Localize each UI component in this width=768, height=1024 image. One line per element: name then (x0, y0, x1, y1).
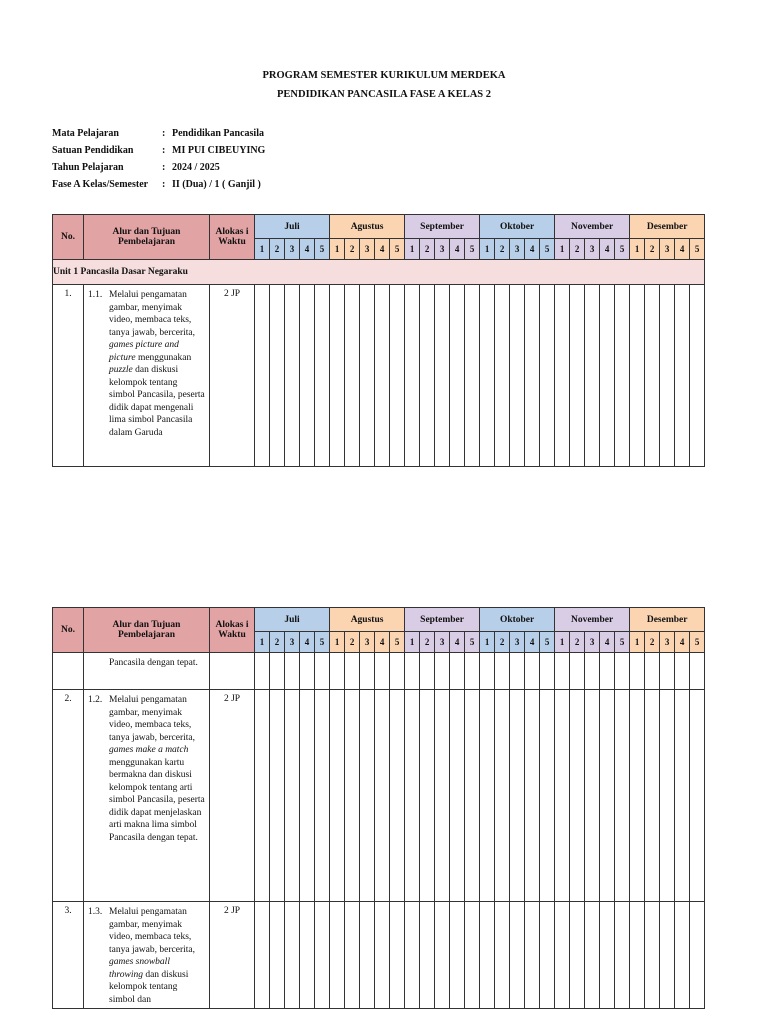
objective-cell (84, 690, 210, 902)
objective-code: 1.2. (88, 695, 103, 705)
page-title-line-2: PENDIDIKAN PANCASILA FASE A KELAS 2 (276, 89, 492, 100)
week-number: 3 (585, 239, 600, 260)
month-header-desember: Desember (630, 608, 705, 632)
row-number: 3. (53, 902, 84, 1009)
week-number: 3 (435, 239, 450, 260)
week-number: 1 (405, 632, 420, 653)
row-number: 2. (53, 690, 84, 902)
schedule-table-1 (52, 214, 705, 467)
week-number: 5 (615, 239, 630, 260)
header-alur: Alur dan Tujuan Pembelajaran (84, 215, 210, 260)
week-number: 1 (555, 239, 570, 260)
meta-row-school (52, 142, 265, 159)
objective-text-part: Melalui pengamatan gambar, menyimak video, membaca teks, tanya jawab, bercerita, (109, 907, 195, 955)
schedule-table-2 (52, 607, 705, 1009)
month-header-juli: Juli (255, 608, 330, 632)
objective-text (109, 694, 205, 844)
week-number: 4 (525, 632, 540, 653)
objective-text-italic: games picture and picture (109, 340, 179, 363)
objective-text (109, 289, 205, 439)
week-number: 1 (555, 632, 570, 653)
week-number: 5 (315, 632, 330, 653)
month-header-agustus: Agustus (330, 608, 405, 632)
week-number: 1 (630, 239, 645, 260)
week-number: 2 (420, 632, 435, 653)
week-number: 4 (600, 239, 615, 260)
week-number: 4 (375, 632, 390, 653)
week-number: 3 (285, 239, 300, 260)
meta-row-phase (52, 176, 265, 193)
week-number: 4 (375, 239, 390, 260)
week-number: 1 (480, 239, 495, 260)
meta-label: Satuan Pendidikan (52, 145, 134, 156)
week-number: 2 (495, 239, 510, 260)
week-number: 1 (255, 239, 270, 260)
meta-value: Pendidikan Pancasila (172, 128, 264, 139)
meta-separator: : (162, 128, 166, 139)
week-number: 4 (675, 632, 690, 653)
week-number: 5 (540, 239, 555, 260)
week-number: 3 (510, 239, 525, 260)
week-number: 3 (660, 632, 675, 653)
meta-value: II (Dua) / 1 ( Ganjil ) (172, 179, 261, 190)
objective-text-part: dan diskusi kelompok tentang simbol Pancasila, peserta didik dapat mengenali lima simbol Pancasila dalam Garuda (109, 365, 205, 438)
week-number: 4 (525, 239, 540, 260)
table-row-continued (53, 653, 705, 690)
table-row (53, 285, 705, 467)
meta-value: MI PUI CIBEUYING (172, 145, 266, 156)
week-number: 1 (405, 239, 420, 260)
meta-separator: : (162, 145, 166, 156)
objective-code: 1.3. (88, 907, 103, 917)
objective-text-part: menggunakan (135, 352, 192, 363)
header-no: No. (53, 608, 84, 653)
week-number: 5 (390, 239, 405, 260)
objective-text-italic: puzzle (109, 365, 133, 375)
objective-text-part: Melalui pengamatan gambar, menyimak video, membaca teks, tanya jawab, bercerita, (109, 695, 195, 743)
week-number: 3 (360, 239, 375, 260)
meta-separator: : (162, 162, 166, 173)
time-allocation: 2 JP (210, 902, 255, 1009)
week-number: 2 (270, 239, 285, 260)
unit-title: Unit 1 Pancasila Dasar Negaraku (53, 260, 705, 285)
week-number: 2 (270, 632, 285, 653)
week-number: 4 (450, 239, 465, 260)
objective-text-part: Melalui pengamatan gambar, menyimak video, membaca teks, tanya jawab, bercerita, (109, 290, 195, 338)
meta-label: Mata Pelajaran (52, 128, 119, 139)
week-number: 4 (600, 632, 615, 653)
week-number: 5 (540, 632, 555, 653)
week-number: 4 (300, 632, 315, 653)
week-number: 3 (285, 632, 300, 653)
week-number: 2 (570, 239, 585, 260)
month-header-november: November (555, 608, 630, 632)
week-number: 3 (660, 239, 675, 260)
week-number: 2 (570, 632, 585, 653)
week-number: 4 (675, 239, 690, 260)
month-header-oktober: Oktober (480, 215, 555, 239)
meta-label: Fase A Kelas/Semester (52, 179, 149, 190)
objective-cell (84, 285, 210, 467)
week-number: 2 (420, 239, 435, 260)
header-alokasi: Alokas i Waktu (210, 608, 255, 653)
week-number: 1 (255, 632, 270, 653)
row-number: 1. (53, 285, 84, 467)
objective-cell (84, 653, 210, 690)
month-header-november: November (555, 215, 630, 239)
header-no: No. (53, 215, 84, 260)
objective-text-italic: games make a match (109, 745, 189, 755)
objective-text (109, 906, 205, 1006)
week-number: 2 (345, 632, 360, 653)
month-header-september: September (405, 608, 480, 632)
time-allocation: 2 JP (210, 690, 255, 902)
week-number: 2 (645, 239, 660, 260)
week-number: 1 (630, 632, 645, 653)
week-number: 5 (690, 632, 705, 653)
time-allocation: 2 JP (210, 285, 255, 467)
week-number: 3 (435, 632, 450, 653)
objective-text-continued: Pancasila dengan tepat. (109, 658, 198, 668)
identity-block (52, 125, 265, 193)
week-number: 2 (645, 632, 660, 653)
meta-separator: : (162, 179, 166, 190)
week-number: 5 (390, 632, 405, 653)
week-number: 3 (585, 632, 600, 653)
objective-code: 1.1. (88, 290, 103, 300)
unit-row (53, 260, 705, 285)
meta-row-subject (52, 125, 265, 142)
month-header-oktober: Oktober (480, 608, 555, 632)
week-number: 5 (315, 239, 330, 260)
meta-value: 2024 / 2025 (172, 162, 220, 173)
objective-text-part: menggunakan kartu bermakna dan diskusi kelompok tentang arti simbol Pancasila, peserta didik dapat menjelaskan arti makna lima simbol Pancasila dengan tepat. (109, 757, 205, 843)
week-number: 1 (330, 239, 345, 260)
month-header-desember: Desember (630, 215, 705, 239)
header-alur: Alur dan Tujuan Pembelajaran (84, 608, 210, 653)
week-number: 5 (465, 239, 480, 260)
week-number: 1 (480, 632, 495, 653)
meta-row-year (52, 159, 265, 176)
page-title-line-1: PROGRAM SEMESTER KURIKULUM MERDEKA (262, 70, 506, 81)
week-number: 4 (300, 239, 315, 260)
week-number: 3 (360, 632, 375, 653)
week-number: 2 (345, 239, 360, 260)
week-number: 4 (450, 632, 465, 653)
week-number: 3 (510, 632, 525, 653)
week-number: 5 (465, 632, 480, 653)
objective-text-part: dan diskusi kelompok tentang simbol dan (109, 969, 189, 1005)
table-row (53, 902, 705, 1009)
objective-cell (84, 902, 210, 1009)
week-number: 1 (330, 632, 345, 653)
week-number: 2 (495, 632, 510, 653)
meta-label: Tahun Pelajaran (52, 162, 124, 173)
week-number: 5 (690, 239, 705, 260)
month-header-agustus: Agustus (330, 215, 405, 239)
month-header-september: September (405, 215, 480, 239)
week-number: 5 (615, 632, 630, 653)
table-row (53, 690, 705, 902)
month-header-juli: Juli (255, 215, 330, 239)
header-alokasi: Alokas i Waktu (210, 215, 255, 260)
objective-text-italic: games snowball throwing (109, 957, 170, 980)
